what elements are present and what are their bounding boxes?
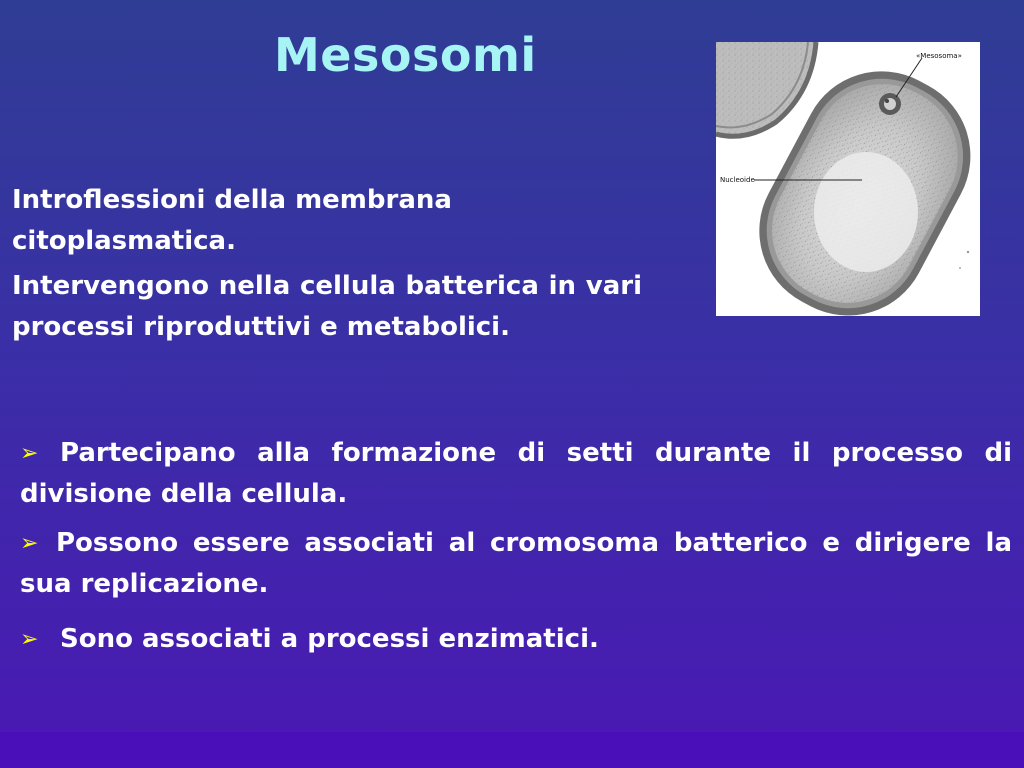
bullet-list — [20, 433, 1012, 660]
bullet-text: Sono associati a processi enzimatici. — [60, 624, 599, 654]
intro-line-2: Intervengono nella cellula batterica in vari processi riproduttivi e metabolici. — [12, 271, 642, 342]
nucleoide-label: Nucleoide — [720, 176, 755, 184]
arrow-bullet-icon: ➢ — [20, 531, 39, 556]
bullet-text: Possono essere associati al cromosoma batterico e dirigere la sua replicazione. — [20, 528, 1012, 599]
bottom-band — [0, 732, 1024, 768]
arrow-bullet-icon: ➢ — [20, 627, 39, 652]
mesosoma-label: «Mesosoma» — [916, 52, 962, 60]
intro-text — [12, 180, 642, 352]
mesosome-micrograph — [716, 42, 980, 316]
nucleoid-region — [814, 152, 918, 272]
arrow-bullet-icon: ➢ — [20, 441, 39, 466]
intro-line-1: Introflessioni della membrana citoplasmatica. — [12, 185, 452, 256]
bullet-item — [20, 523, 1012, 605]
bullet-item — [20, 433, 1012, 515]
bullet-text: Partecipano alla formazione di setti durante il processo di divisione della cellula. — [20, 438, 1012, 509]
micrograph-image — [716, 42, 980, 316]
slide-title: Mesosomi — [274, 28, 537, 82]
bullet-item — [20, 619, 1012, 660]
